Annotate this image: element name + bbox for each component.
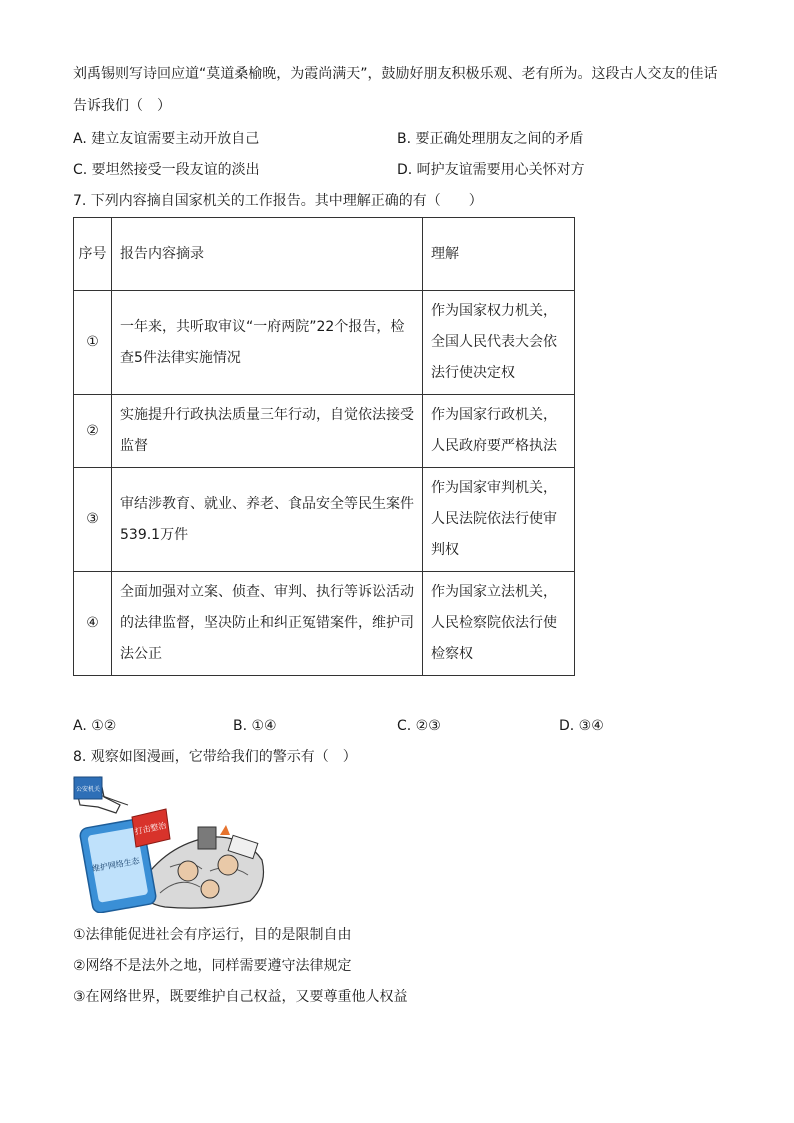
cartoon-image <box>70 775 270 913</box>
q8-statement-2: ②网络不是法外之地，同样需要遵守法律规定 <box>73 958 352 974</box>
q7-table <box>73 217 575 676</box>
phone-label: 维护网络生态 <box>91 856 141 874</box>
hand-label: 公安机关 <box>75 786 101 793</box>
row-num: ③ <box>74 468 112 572</box>
header-content: 报告内容摘录 <box>112 218 423 291</box>
row-content: 实施提升行政执法质量三年行动，自觉依法接受监督 <box>112 395 423 468</box>
q7-stem: 7. 下列内容摘自国家机关的工作报告。其中理解正确的有（ ） <box>73 193 483 209</box>
badge <box>132 809 170 847</box>
table-row <box>74 468 575 572</box>
q6-option-a: A. 建立友谊需要主动开放自己 <box>73 131 260 147</box>
row-understanding: 作为国家行政机关，人民政府要严格执法 <box>423 395 575 468</box>
q6-option-b: B. 要正确处理朋友之间的矛盾 <box>397 131 584 147</box>
row-num: ② <box>74 395 112 468</box>
header-understanding: 理解 <box>423 218 575 291</box>
table-row <box>74 291 575 395</box>
q8-stem: 8. 观察如图漫画，它带给我们的警示有（ ） <box>73 749 357 765</box>
q7-option-c: C. ②③ <box>397 718 441 734</box>
row-num: ④ <box>74 572 112 676</box>
row-understanding: 作为国家权力机关，全国人民代表大会依法行使决定权 <box>423 291 575 395</box>
table-row <box>74 395 575 468</box>
row-content: 审结涉教育、就业、养老、食品安全等民生案件539.1万件 <box>112 468 423 572</box>
table-row <box>74 572 575 676</box>
row-understanding: 作为国家审判机关，人民法院依法行使审判权 <box>423 468 575 572</box>
q7-option-a: A. ①② <box>73 718 117 734</box>
q7-option-b: B. ①④ <box>233 718 277 734</box>
q6-stem-line1: 刘禹锡则写诗回应道“莫道桑榆晚，为霞尚满天”，鼓励好朋友积极乐观、老有所为。这段古人交友的佳话 <box>73 66 718 82</box>
row-content: 全面加强对立案、侦查、审判、执行等诉讼活动的法律监督，坚决防止和纠正冤错案件，维护司法公正 <box>112 572 423 676</box>
q7-option-d: D. ③④ <box>559 718 604 734</box>
row-understanding: 作为国家立法机关，人民检察院依法行使检察权 <box>423 572 575 676</box>
q6-option-d: D. 呵护友谊需要用心关怀对方 <box>397 162 585 178</box>
q6-stem-line2: 告诉我们（ ） <box>73 98 171 114</box>
header-num: 序号 <box>74 218 112 291</box>
q8-statement-3: ③在网络世界，既要维护自己权益，又要尊重他人权益 <box>73 989 408 1005</box>
table-header-row <box>74 218 575 291</box>
q8-statement-1: ①法律能促进社会有序运行，目的是限制自由 <box>73 927 352 943</box>
row-num: ① <box>74 291 112 395</box>
badge-label: 打击整治 <box>133 820 168 837</box>
row-content: 一年来，共听取审议“一府两院”22个报告，检查5件法律实施情况 <box>112 291 423 395</box>
hand <box>74 777 128 813</box>
q6-option-c: C. 要坦然接受一段友谊的淡出 <box>73 162 260 178</box>
